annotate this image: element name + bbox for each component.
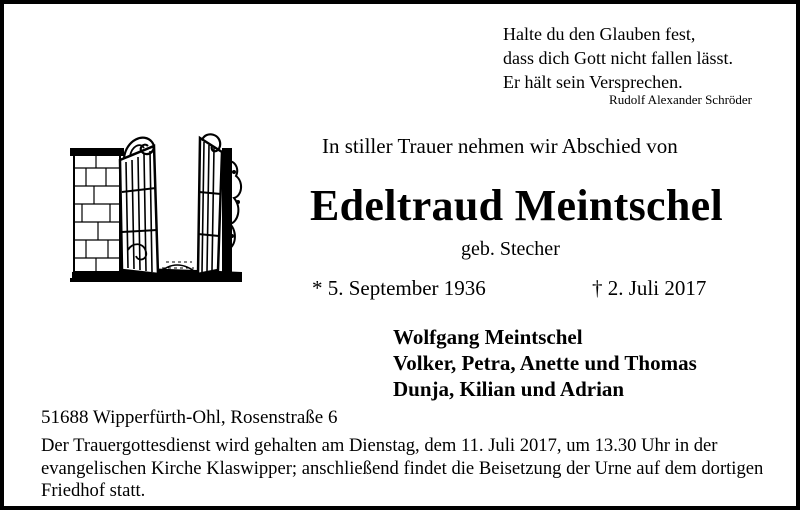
family-address: 51688 Wipperfürth-Ohl, Rosenstraße 6 <box>41 407 338 428</box>
mourner-line: Wolfgang Meintschel <box>393 325 583 349</box>
poem-line: Er hält sein Versprechen. <box>503 72 683 92</box>
mourner-line: Dunja, Kilian und Adrian <box>393 377 625 401</box>
birth-date: * 5. September 1936 <box>312 276 486 300</box>
maiden-name: geb. Stecher <box>461 238 560 260</box>
service-details: Der Trauergottesdienst wird gehalten am Dienstag, dem 11. Juli 2017, um 13.30 Uhr in der evangelischen Kirche Klaswipper; anschließend findet die Beisetzung der Urne auf dem dortigen Friedhof statt. <box>41 435 764 501</box>
mourner-line: Volker, Petra, Anette und Thomas <box>393 351 697 375</box>
death-date: † 2. Juli 2017 <box>592 276 707 300</box>
mourners-list <box>393 324 697 402</box>
deceased-name: Edeltraud Meintschel <box>310 181 723 230</box>
poem-line: dass dich Gott nicht fallen lässt. <box>503 48 733 68</box>
poem-line: Halte du den Glauben fest, <box>503 24 696 44</box>
poem <box>503 22 733 94</box>
poem-author: Rudolf Alexander Schröder <box>609 92 752 107</box>
open-garden-gate-icon <box>66 132 246 282</box>
farewell-intro: In stiller Trauer nehmen wir Abschied von <box>322 134 678 158</box>
